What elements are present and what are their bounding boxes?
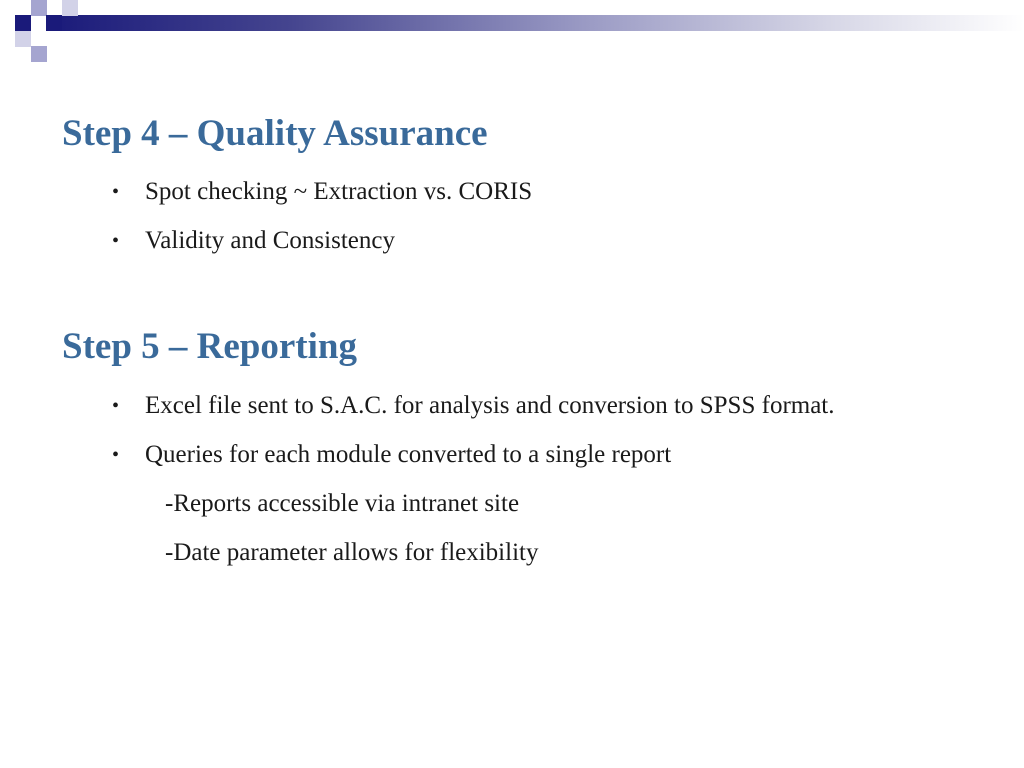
header-square-pale <box>15 31 31 47</box>
bullet-icon: • <box>112 230 120 252</box>
header-square-pale <box>62 0 78 16</box>
bullet-icon: • <box>112 444 120 466</box>
bullet-item <box>112 172 902 212</box>
header-gradient-bar <box>46 15 1024 31</box>
header-square-light <box>31 0 47 16</box>
step4-heading: Step 4 – Quality Assurance <box>62 113 488 154</box>
step5-bullet-list <box>112 386 902 582</box>
bullet-text: Validity and Consistency <box>145 227 395 254</box>
header-square-dark <box>46 15 62 31</box>
bullet-item <box>112 386 902 426</box>
sub-item: -Reports accessible via intranet site <box>165 490 520 517</box>
sub-item: -Date parameter allows for flexibility <box>165 539 539 566</box>
bullet-text: Queries for each module converted to a single report <box>145 441 672 468</box>
header-square-light <box>31 46 47 62</box>
bullet-text: Spot checking ~ Extraction vs. CORIS <box>145 178 533 205</box>
bullet-item <box>112 221 902 261</box>
bullet-text: Excel file sent to S.A.C. for analysis and conversion to SPSS format. <box>145 392 835 419</box>
step4-bullet-list <box>112 172 902 270</box>
header-square-dark <box>15 15 31 31</box>
bullet-icon: • <box>112 181 120 203</box>
bullet-icon: • <box>112 395 120 417</box>
bullet-item <box>112 435 902 475</box>
step5-heading: Step 5 – Reporting <box>62 326 357 367</box>
